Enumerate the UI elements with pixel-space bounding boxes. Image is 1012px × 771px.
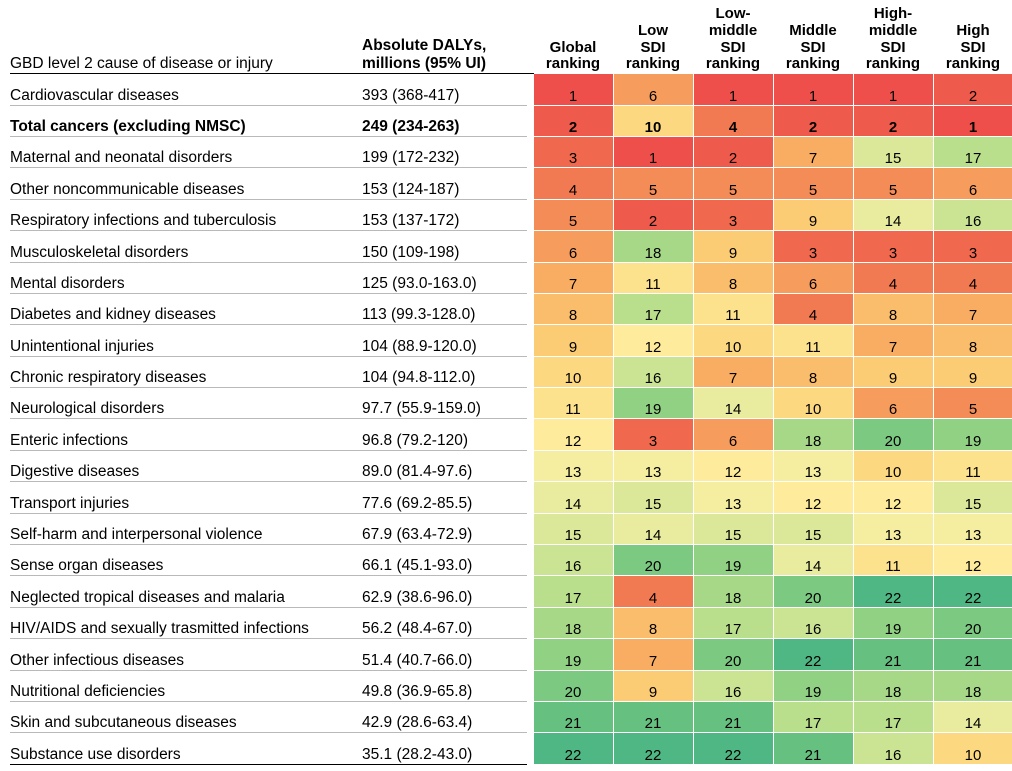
cause-label: Substance use disorders xyxy=(10,733,362,764)
daly-value: 125 (93.0-163.0) xyxy=(362,262,527,293)
rank-cell: 18 xyxy=(933,670,1012,701)
rank-cell: 13 xyxy=(693,482,773,513)
header-line: SDI xyxy=(720,38,746,56)
table-row xyxy=(10,482,1012,513)
rank-cell: 2 xyxy=(933,74,1012,105)
rank-cell: 19 xyxy=(693,545,773,576)
rank-cell: 19 xyxy=(613,388,693,419)
cause-label: Sense organ diseases xyxy=(10,545,362,576)
rank-cell: 11 xyxy=(613,262,693,293)
rank-cell: 10 xyxy=(693,325,773,356)
daly-value: 96.8 (79.2-120) xyxy=(362,419,527,450)
daly-value: 104 (94.8-112.0) xyxy=(362,356,527,387)
rank-cell: 21 xyxy=(533,702,613,733)
rank-cell: 7 xyxy=(773,136,853,167)
rank-cell: 7 xyxy=(693,356,773,387)
rank-cell: 12 xyxy=(693,450,773,481)
header-line: SDI xyxy=(640,38,666,56)
rank-cell: 21 xyxy=(853,639,933,670)
rank-cell: 15 xyxy=(613,482,693,513)
rank-cell: 4 xyxy=(853,262,933,293)
rank-cell: 15 xyxy=(773,513,853,544)
table-row xyxy=(10,545,1012,576)
gbd-table xyxy=(10,6,1012,765)
cause-label: Neurological disorders xyxy=(10,388,362,419)
rank-cell: 4 xyxy=(693,105,773,136)
rank-cell: 6 xyxy=(933,168,1012,199)
rank-cell: 13 xyxy=(933,513,1012,544)
rank-cell: 12 xyxy=(613,325,693,356)
table-row xyxy=(10,450,1012,481)
rank-cell: 3 xyxy=(933,231,1012,262)
cause-label: HIV/AIDS and sexually trasmitted infections xyxy=(10,607,362,638)
rank-cell: 2 xyxy=(693,136,773,167)
rank-cell: 6 xyxy=(773,262,853,293)
daly-value: 249 (234-263) xyxy=(362,105,527,136)
rank-cell: 6 xyxy=(693,419,773,450)
header-line: SDI xyxy=(880,38,906,56)
table-row xyxy=(10,325,1012,356)
table-row xyxy=(10,733,1012,764)
rank-cell: 11 xyxy=(773,325,853,356)
rank-cell: 13 xyxy=(613,450,693,481)
table-row xyxy=(10,293,1012,324)
rank-cell: 1 xyxy=(853,74,933,105)
rank-cell: 3 xyxy=(773,231,853,262)
header-line: middle xyxy=(708,21,758,39)
daly-value: 42.9 (28.6-63.4) xyxy=(362,702,527,733)
table-row xyxy=(10,262,1012,293)
table-row xyxy=(10,105,1012,136)
header-line: ranking xyxy=(705,55,761,73)
header-line: Low- xyxy=(715,5,751,22)
table-row xyxy=(10,136,1012,167)
daly-value: 89.0 (81.4-97.6) xyxy=(362,450,527,481)
rank-cell: 10 xyxy=(613,105,693,136)
cause-label: Musculoskeletal disorders xyxy=(10,231,362,262)
rank-cell: 16 xyxy=(773,607,853,638)
rank-cell: 5 xyxy=(773,168,853,199)
rank-cell: 14 xyxy=(533,482,613,513)
rank-cell: 17 xyxy=(613,293,693,324)
rank-cell: 6 xyxy=(533,231,613,262)
rank-cell: 16 xyxy=(533,545,613,576)
rank-cell: 19 xyxy=(533,639,613,670)
rank-cell: 6 xyxy=(853,388,933,419)
rank-cell: 8 xyxy=(773,356,853,387)
header-line: Low xyxy=(638,21,668,39)
cause-label: Unintentional injuries xyxy=(10,325,362,356)
header-line: ranking xyxy=(945,55,1001,73)
rank-cell: 4 xyxy=(613,576,693,607)
rank-cell: 18 xyxy=(853,670,933,701)
rank-cell: 22 xyxy=(933,576,1012,607)
rank-cell: 20 xyxy=(693,639,773,670)
cause-label: Skin and subcutaneous diseases xyxy=(10,702,362,733)
rank-cell: 4 xyxy=(533,168,613,199)
table-header xyxy=(10,6,1012,74)
daly-value: 66.1 (45.1-93.0) xyxy=(362,545,527,576)
rank-cell: 14 xyxy=(613,513,693,544)
rank-cell: 3 xyxy=(693,199,773,230)
rank-cell: 12 xyxy=(933,545,1012,576)
rank-cell: 16 xyxy=(693,670,773,701)
rank-cell: 7 xyxy=(533,262,613,293)
rank-cell: 16 xyxy=(613,356,693,387)
cause-label: Respiratory infections and tuberculosis xyxy=(10,199,362,230)
column-header-cause: GBD level 2 cause of disease or injury xyxy=(10,6,362,74)
rank-cell: 21 xyxy=(933,639,1012,670)
rank-cell: 14 xyxy=(773,545,853,576)
table-row xyxy=(10,356,1012,387)
rank-cell: 5 xyxy=(533,199,613,230)
dalys-header-line1: Absolute DALYs, xyxy=(362,37,487,55)
rank-cell: 8 xyxy=(853,293,933,324)
rank-cell: 7 xyxy=(853,325,933,356)
rank-cell: 14 xyxy=(693,388,773,419)
table-row xyxy=(10,231,1012,262)
rank-cell: 9 xyxy=(533,325,613,356)
rank-cell: 1 xyxy=(693,74,773,105)
table-row xyxy=(10,702,1012,733)
rank-cell: 4 xyxy=(933,262,1012,293)
rank-cell: 22 xyxy=(533,733,613,764)
rank-cell: 15 xyxy=(933,482,1012,513)
cause-label: Transport injuries xyxy=(10,482,362,513)
rank-cell: 1 xyxy=(933,105,1012,136)
rank-cell: 2 xyxy=(773,105,853,136)
table-row xyxy=(10,199,1012,230)
rank-cell: 22 xyxy=(693,733,773,764)
header-line: SDI xyxy=(960,38,986,56)
rank-cell: 10 xyxy=(853,450,933,481)
rank-cell: 11 xyxy=(853,545,933,576)
rank-cell: 5 xyxy=(613,168,693,199)
rank-cell: 17 xyxy=(933,136,1012,167)
header-line: ranking xyxy=(625,55,681,73)
cause-label: Maternal and neonatal disorders xyxy=(10,136,362,167)
rank-cell: 18 xyxy=(773,419,853,450)
cause-label: Neglected tropical diseases and malaria xyxy=(10,576,362,607)
rank-cell: 11 xyxy=(693,293,773,324)
rank-cell: 20 xyxy=(853,419,933,450)
daly-value: 153 (137-172) xyxy=(362,199,527,230)
cause-label: Chronic respiratory diseases xyxy=(10,356,362,387)
cause-label: Diabetes and kidney diseases xyxy=(10,293,362,324)
table-row xyxy=(10,419,1012,450)
rank-cell: 21 xyxy=(613,702,693,733)
table-row xyxy=(10,639,1012,670)
column-header-high-middle-sdi xyxy=(853,6,933,74)
column-header-high-sdi xyxy=(933,6,1012,74)
rank-cell: 3 xyxy=(853,231,933,262)
rank-cell: 7 xyxy=(933,293,1012,324)
cause-label: Mental disorders xyxy=(10,262,362,293)
rank-cell: 10 xyxy=(933,733,1012,764)
column-header-low-middle-sdi xyxy=(693,6,773,74)
header-line: ranking xyxy=(865,55,921,73)
rank-cell: 17 xyxy=(853,702,933,733)
daly-value: 97.7 (55.9-159.0) xyxy=(362,388,527,419)
rank-cell: 2 xyxy=(613,199,693,230)
rank-cell: 12 xyxy=(773,482,853,513)
rank-cell: 9 xyxy=(853,356,933,387)
rank-cell: 9 xyxy=(613,670,693,701)
rank-cell: 2 xyxy=(853,105,933,136)
rank-cell: 15 xyxy=(693,513,773,544)
rank-cell: 1 xyxy=(613,136,693,167)
table-row xyxy=(10,388,1012,419)
column-header-low-sdi xyxy=(613,6,693,74)
rank-cell: 13 xyxy=(773,450,853,481)
table-row xyxy=(10,168,1012,199)
cause-label: Total cancers (excluding NMSC) xyxy=(10,105,362,136)
rank-cell: 3 xyxy=(533,136,613,167)
rank-cell: 19 xyxy=(853,607,933,638)
cause-label: Nutritional deficiencies xyxy=(10,670,362,701)
rank-cell: 9 xyxy=(933,356,1012,387)
rank-cell: 5 xyxy=(853,168,933,199)
rank-cell: 17 xyxy=(533,576,613,607)
table-row xyxy=(10,576,1012,607)
dalys-header-line2: millions (95% UI) xyxy=(362,55,487,73)
daly-value: 150 (109-198) xyxy=(362,231,527,262)
rank-cell: 12 xyxy=(853,482,933,513)
daly-value: 393 (368-417) xyxy=(362,74,527,105)
table-body xyxy=(10,74,1012,765)
rank-cell: 7 xyxy=(613,639,693,670)
rank-cell: 21 xyxy=(773,733,853,764)
rank-cell: 22 xyxy=(853,576,933,607)
daly-value: 56.2 (48.4-67.0) xyxy=(362,607,527,638)
header-line: ranking xyxy=(785,55,841,73)
daly-value: 62.9 (38.6-96.0) xyxy=(362,576,527,607)
rank-cell: 9 xyxy=(773,199,853,230)
header-line: Global xyxy=(549,38,597,56)
rank-cell: 11 xyxy=(533,388,613,419)
daly-value: 49.8 (36.9-65.8) xyxy=(362,670,527,701)
rank-cell: 8 xyxy=(613,607,693,638)
rank-cell: 8 xyxy=(693,262,773,293)
rank-cell: 9 xyxy=(693,231,773,262)
daly-value: 67.9 (63.4-72.9) xyxy=(362,513,527,544)
column-header-middle-sdi xyxy=(773,6,853,74)
cause-label: Other noncommunicable diseases xyxy=(10,168,362,199)
rank-cell: 20 xyxy=(613,545,693,576)
rank-cell: 1 xyxy=(533,74,613,105)
rank-cell: 19 xyxy=(773,670,853,701)
daly-value: 104 (88.9-120.0) xyxy=(362,325,527,356)
rank-cell: 13 xyxy=(533,450,613,481)
rank-cell: 2 xyxy=(533,105,613,136)
rank-cell: 18 xyxy=(613,231,693,262)
rank-cell: 6 xyxy=(613,74,693,105)
rank-cell: 18 xyxy=(533,607,613,638)
header-line: SDI xyxy=(800,38,826,56)
rank-cell: 11 xyxy=(933,450,1012,481)
header-line: High xyxy=(956,21,990,39)
rank-cell: 17 xyxy=(773,702,853,733)
rank-cell: 10 xyxy=(533,356,613,387)
table-row xyxy=(10,74,1012,105)
daly-value: 113 (99.3-128.0) xyxy=(362,293,527,324)
cause-label: Digestive diseases xyxy=(10,450,362,481)
rank-cell: 8 xyxy=(933,325,1012,356)
daly-value: 35.1 (28.2-43.0) xyxy=(362,733,527,764)
column-header-global xyxy=(533,6,613,74)
rank-cell: 16 xyxy=(933,199,1012,230)
rank-cell: 16 xyxy=(853,733,933,764)
rank-cell: 5 xyxy=(933,388,1012,419)
table-row xyxy=(10,607,1012,638)
rank-cell: 10 xyxy=(773,388,853,419)
rank-cell: 18 xyxy=(693,576,773,607)
rank-cell: 19 xyxy=(933,419,1012,450)
column-header-dalys xyxy=(362,6,527,74)
header-line: middle xyxy=(868,21,918,39)
cause-label: Other infectious diseases xyxy=(10,639,362,670)
rank-cell: 20 xyxy=(933,607,1012,638)
rank-cell: 3 xyxy=(613,419,693,450)
rank-cell: 22 xyxy=(613,733,693,764)
cause-label: Enteric infections xyxy=(10,419,362,450)
rank-cell: 20 xyxy=(773,576,853,607)
rank-cell: 5 xyxy=(693,168,773,199)
rank-cell: 15 xyxy=(853,136,933,167)
table-row xyxy=(10,670,1012,701)
rank-cell: 21 xyxy=(693,702,773,733)
rank-cell: 15 xyxy=(533,513,613,544)
table-row xyxy=(10,513,1012,544)
rank-cell: 14 xyxy=(933,702,1012,733)
rank-cell: 14 xyxy=(853,199,933,230)
daly-value: 199 (172-232) xyxy=(362,136,527,167)
rank-cell: 22 xyxy=(773,639,853,670)
daly-value: 153 (124-187) xyxy=(362,168,527,199)
header-line: Middle xyxy=(789,21,837,39)
rank-cell: 13 xyxy=(853,513,933,544)
rank-cell: 8 xyxy=(533,293,613,324)
rank-cell: 17 xyxy=(693,607,773,638)
cause-label: Self-harm and interpersonal violence xyxy=(10,513,362,544)
rank-cell: 12 xyxy=(533,419,613,450)
daly-value: 77.6 (69.2-85.5) xyxy=(362,482,527,513)
header-line: ranking xyxy=(545,55,601,73)
rank-cell: 4 xyxy=(773,293,853,324)
daly-value: 51.4 (40.7-66.0) xyxy=(362,639,527,670)
rank-cell: 1 xyxy=(773,74,853,105)
cause-label: Cardiovascular diseases xyxy=(10,74,362,105)
rank-cell: 20 xyxy=(533,670,613,701)
header-line: High- xyxy=(873,5,913,22)
